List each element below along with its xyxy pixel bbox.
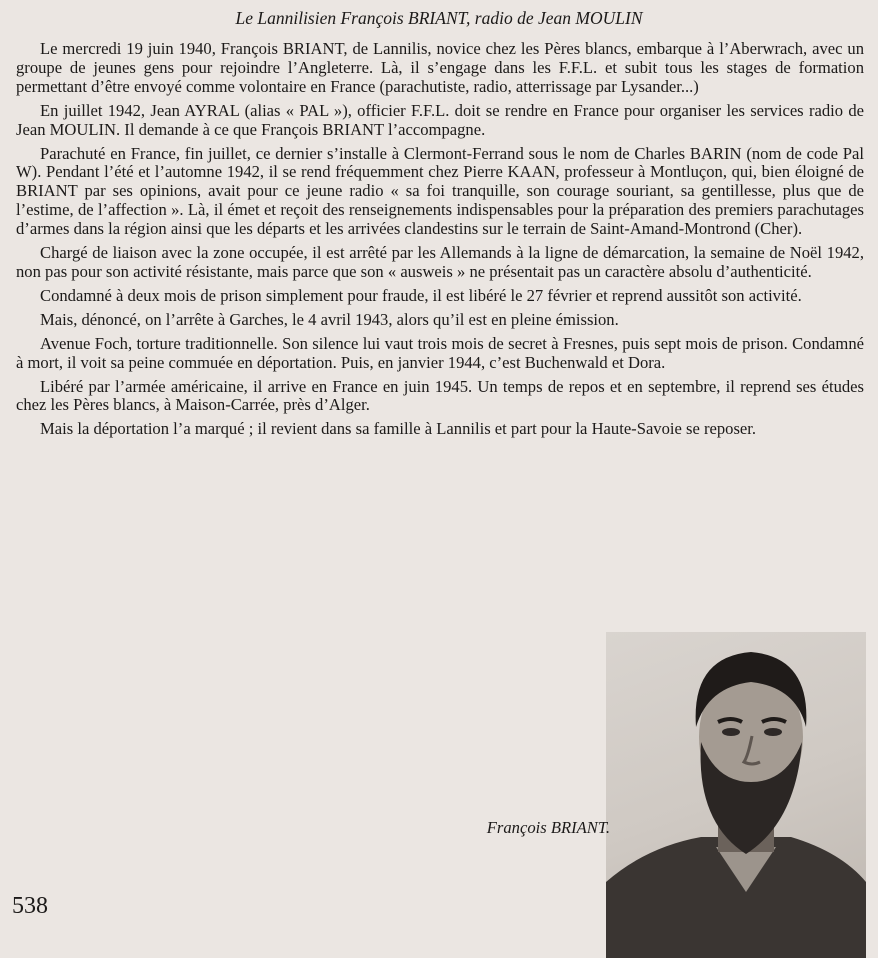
paragraph: Mais, dénoncé, on l’arrête à Garches, le 4 avril 1943, alors qu’il est en pleine émission. xyxy=(40,309,619,329)
paragraph: Avenue Foch, torture traditionnelle. Son silence lui vaut trois mois de secret à Fresnes, puis sept mois de prison. Condamné à mort, il voit sa peine commuée en déportation. Puis, en janvier 1944, c’est Buchenwald et Dora. xyxy=(16,333,864,372)
page-number: 538 xyxy=(12,893,48,919)
paragraph: En juillet 1942, Jean AYRAL (alias « PAL »), officier F.F.L. doit se rendre en France pour organiser les services radio de Jean MOULIN. Il demande à ce que François BRIANT l’accompagne. xyxy=(16,100,864,139)
paragraph: Le mercredi 19 juin 1940, François BRIANT, de Lannilis, novice chez les Pères blancs, embarque à l’Aberwrach, avec un groupe de jeunes gens pour rejoindre l’Angleterre. Là, il s’engage dans les F.F.L. et subit tous les stages de formation permettant d’être envoyé comme volontaire en France (parachutiste, radio, atterrissage par Lysander...) xyxy=(16,39,864,96)
paragraph: Mais la déportation l’a marqué ; il revient dans sa famille à Lannilis et part pour la Haute-Savoie se reposer. xyxy=(40,419,757,439)
paragraph: Condamné à deux mois de prison simplement pour fraude, il est libéré le 27 février et reprend aussitôt son activité. xyxy=(40,285,802,305)
article-body xyxy=(16,40,864,444)
article-heading: Le Lannilisien François BRIANT, radio de Jean MOULIN xyxy=(235,8,643,28)
paragraph: Chargé de liaison avec la zone occupée, il est arrêté par les Allemands à la ligne de démarcation, la semaine de Noël 1942, non pas pour son activité résistante, mais parce que son « ausweis » ne présentait pas un caractère absolu d’authenticité. xyxy=(16,243,864,281)
portrait-photo xyxy=(606,632,866,958)
paragraph: Parachuté en France, fin juillet, ce dernier s’installe à Clermont-Ferrand sous le nom de Charles BARIN (nom de code Pal W). Pendant l’été et l’automne 1942, il se rend fréquemment chez Pierre KAAN, professeur à Montluçon, qui, bien éloigné de BRIANT par ses opinions, avait pour ce jeune radio « sa foi tranquille, son courage souriant, sa gentillesse, plus que de l’estime, de l’affection ». Là, il émet et reçoit des renseignements indispensables pour la préparation des premiers parachutages d’armes dans la région ainsi que les départs et les arrivées clandestins sur le terrain de Saint-Amand-Montrond (Cher). xyxy=(16,143,864,239)
paragraph: Libéré par l’armée américaine, il arrive en France en juin 1945. Un temps de repos et en septembre, il reprend ses études chez les Pères blancs, à Maison-Carrée, près d’Alger. xyxy=(16,376,864,415)
photo-caption: François BRIANT. xyxy=(486,818,610,837)
